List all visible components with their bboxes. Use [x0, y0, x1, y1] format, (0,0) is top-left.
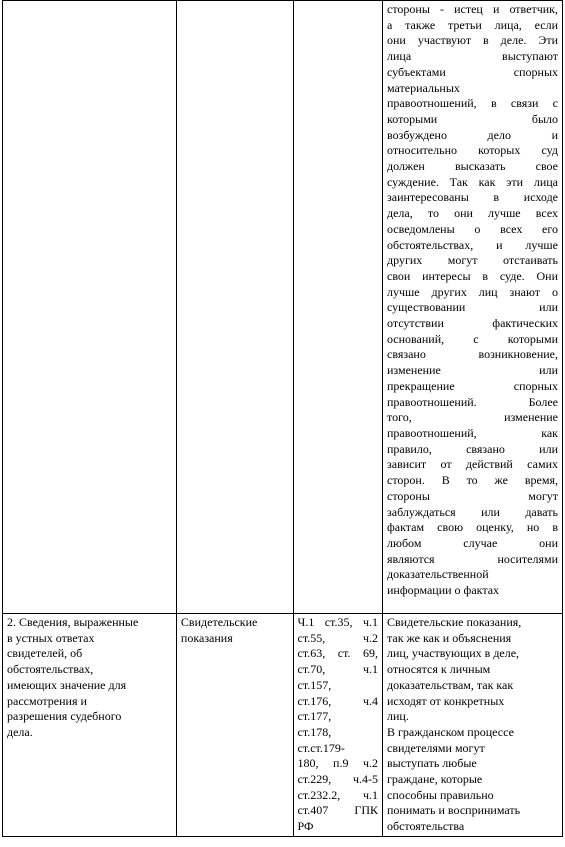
- text-line: ст.229, ч.4-5: [297, 772, 378, 787]
- text-line: того, изменение: [387, 410, 558, 425]
- text-line: РФ: [297, 819, 314, 834]
- text-line: суждение. Так как эти лица: [387, 174, 558, 189]
- table-row: [3, 1, 563, 614]
- text-line: материальных: [387, 80, 460, 95]
- text-line: Свидетельские: [180, 615, 258, 629]
- text-line: прекращение спорных: [387, 378, 558, 393]
- text-line: граждане, которые: [387, 772, 483, 787]
- text-line: изменение или: [387, 363, 558, 378]
- text-line: связано возникновение,: [387, 347, 558, 362]
- text-line: заблуждаться или давать: [387, 504, 558, 519]
- text-line: должен высказать свое: [387, 159, 558, 174]
- cell-description: [3, 614, 177, 837]
- text-line: ст.232.2, ч.1: [297, 787, 378, 802]
- text-line: субъектами спорных: [387, 64, 558, 79]
- text-line: выступать любые: [387, 756, 477, 771]
- text-line: лучше других лиц знают о: [387, 284, 558, 299]
- text-line: обстоятельствах, и лучше: [387, 237, 558, 252]
- text-line: ст.70, ч.1: [297, 662, 378, 677]
- text-line: других могут отстаивать: [387, 253, 558, 268]
- text-line: свидетелей, об: [7, 646, 83, 661]
- text-line: разрешения судебного: [7, 709, 122, 724]
- text-line: правоотношений, в связи с: [387, 96, 558, 111]
- text-line: сторон. В то же время,: [387, 473, 558, 488]
- text-line: Ч.1 ст.35, ч.1: [297, 615, 378, 629]
- text-line: дела.: [7, 724, 33, 739]
- text-line: В гражданском процессе: [387, 724, 514, 739]
- text-line: информации о фактах: [387, 583, 500, 598]
- text-line: лица выступают: [387, 49, 558, 64]
- text-line: осведомлены о всех его: [387, 221, 558, 236]
- text-line: исходят от конкретных: [387, 693, 505, 708]
- text-line: 2. Сведения, выраженные: [7, 615, 139, 629]
- text-line: имеющих значение для: [7, 677, 127, 692]
- text-line: лиц, участвующих в деле,: [387, 646, 520, 661]
- text-line: относительно которых суд: [387, 143, 558, 158]
- cell-commentary: [383, 614, 563, 837]
- table-row: [3, 614, 563, 837]
- text-line: обстоятельства: [387, 819, 465, 834]
- text-line: стороны - истец и ответчик,: [387, 2, 558, 16]
- text-line: стороны могут: [387, 488, 558, 503]
- text-line: в устных ответах: [7, 630, 95, 645]
- text-line: показания: [180, 630, 233, 645]
- text-line: рассмотрения и: [7, 693, 87, 708]
- text-line: ст.407 ГПК: [297, 803, 378, 818]
- text-line: являются носителями: [387, 551, 558, 566]
- text-line: правило, связано или: [387, 441, 558, 456]
- cell-legal-reference: [293, 614, 382, 837]
- text-line: 180, п.9 ч.2: [297, 756, 378, 771]
- text-line: ст.157,: [297, 677, 332, 692]
- cell-evidence-type: [176, 614, 293, 837]
- text-line: ст.178,: [297, 724, 332, 739]
- text-line: любом случае они: [387, 535, 558, 550]
- text-line: относятся к личным: [387, 662, 491, 677]
- text-line: ст.177,: [297, 709, 332, 724]
- text-line: заинтересованы в исходе: [387, 190, 558, 205]
- text-line: лиц.: [387, 709, 409, 724]
- text-line: отсутствии фактических: [387, 316, 558, 331]
- text-line: правоотношений, как: [387, 425, 558, 440]
- text-line: оснований, с которыми: [387, 331, 558, 346]
- text-line: они участвуют в деле. Эти: [387, 33, 558, 48]
- text-line: ст.55, ч.2: [297, 630, 378, 645]
- text-line: свои интересы в суде. Они: [387, 268, 558, 283]
- cell-legal-reference: [293, 1, 382, 614]
- text-line: правоотношений. Более: [387, 394, 558, 409]
- text-line: ст.63, ст. 69,: [297, 646, 378, 661]
- text-line: которыми было: [387, 111, 558, 126]
- document-table: [2, 0, 563, 837]
- cell-evidence-type: [176, 1, 293, 614]
- text-line: доказательствам, так как: [387, 677, 514, 692]
- text-line: возбуждено дело и: [387, 127, 558, 142]
- cell-description: [3, 1, 177, 614]
- text-line: а также третьи лица, если: [387, 17, 558, 32]
- text-line: понимать и воспринимать: [387, 803, 521, 818]
- text-line: ст.176, ч.4: [297, 693, 378, 708]
- text-line: зависит от действий самих: [387, 457, 558, 472]
- text-line: ст.ст.179-: [297, 740, 345, 755]
- text-line: фактам свою оценку, но в: [387, 520, 558, 535]
- text-line: обстоятельствах,: [7, 662, 94, 677]
- text-line: свидетелями могут: [387, 740, 485, 755]
- text-line: доказательственной: [387, 567, 489, 582]
- text-line: способны правильно: [387, 787, 494, 802]
- text-line: так же как и объяснения: [387, 630, 512, 645]
- cell-commentary: [383, 1, 563, 614]
- text-line: Свидетельские показания,: [387, 615, 522, 629]
- text-line: дела, то они лучше всех: [387, 206, 558, 221]
- text-line: существовании или: [387, 300, 558, 315]
